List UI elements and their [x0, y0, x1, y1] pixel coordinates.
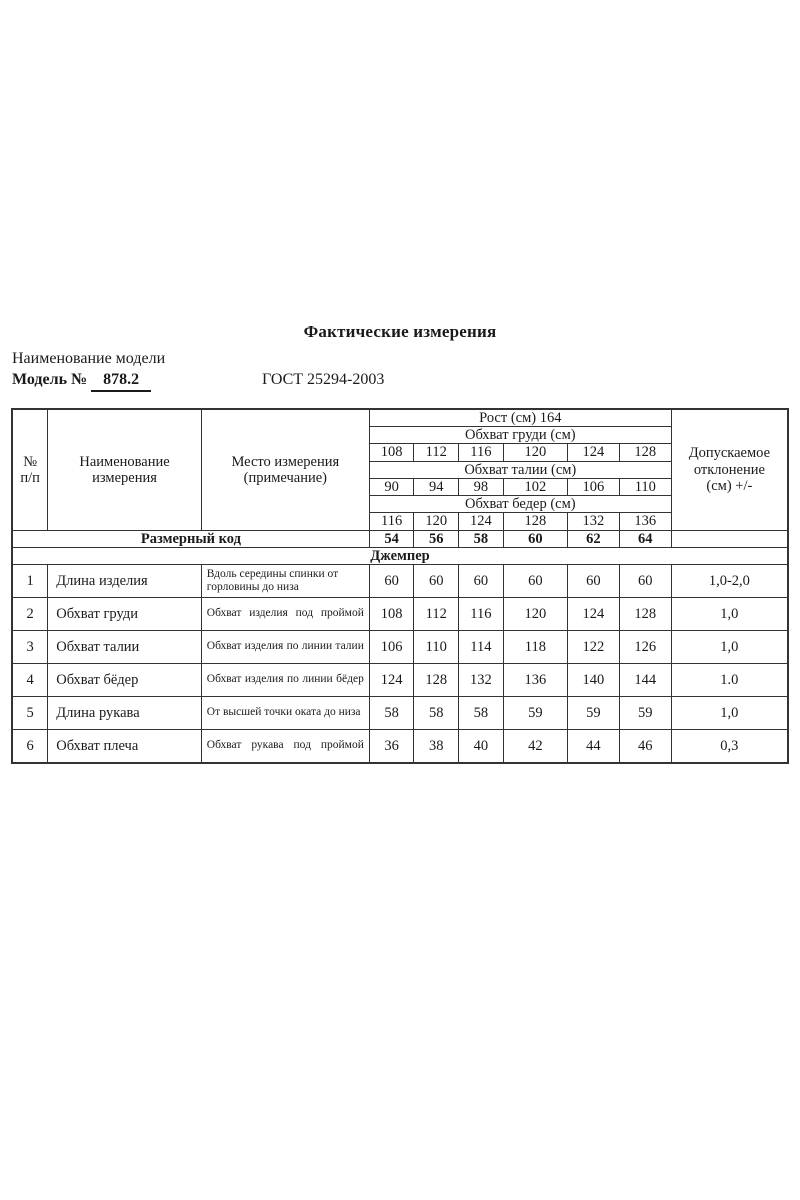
header-tolerance-line1: Допускаемое — [688, 445, 771, 462]
header-place-line1: Место измерения — [231, 453, 340, 470]
row-tolerance: 1.0 — [671, 664, 787, 697]
standard-reference: ГОСТ 25294-2003 — [262, 371, 385, 388]
row-value: 124 — [369, 664, 414, 697]
row-measurement-note: Обхват рукава под проймой — [201, 730, 369, 763]
model-number-line — [12, 371, 151, 392]
size-code-value: 62 — [568, 530, 620, 547]
header-name-line2: измерения — [92, 469, 157, 486]
row-value: 120 — [503, 598, 567, 631]
row-tolerance: 1,0 — [671, 631, 787, 664]
chest-value: 128 — [619, 444, 671, 461]
row-value: 144 — [619, 664, 671, 697]
size-code-value: 56 — [414, 530, 459, 547]
row-value: 140 — [568, 664, 620, 697]
chest-value: 124 — [568, 444, 620, 461]
row-value: 60 — [503, 565, 567, 598]
row-value: 38 — [414, 730, 459, 763]
hips-value: 128 — [503, 513, 567, 530]
size-code-value: 60 — [503, 530, 567, 547]
waist-value: 94 — [414, 478, 459, 495]
row-value: 58 — [369, 697, 414, 730]
header-tolerance-line2: отклонение — [693, 461, 765, 478]
row-number: 6 — [13, 730, 48, 763]
row-value: 114 — [459, 631, 504, 664]
table-row — [13, 631, 788, 664]
waist-value: 106 — [568, 478, 620, 495]
row-value: 118 — [503, 631, 567, 664]
row-measurement-note: Обхват изделия по линии талии — [201, 631, 369, 664]
hips-value: 124 — [459, 513, 504, 530]
header-hips-group: Обхват бедер (см) — [369, 496, 671, 513]
row-value: 60 — [568, 565, 620, 598]
page-title: Фактические измерения — [303, 322, 497, 341]
row-measurement-name: Обхват бёдер — [48, 664, 202, 697]
row-measurement-name: Длина изделия — [48, 565, 202, 598]
row-measurement-name: Обхват талии — [48, 631, 202, 664]
header-height-group: Рост (см) 164 — [369, 410, 671, 427]
table-row — [13, 598, 788, 631]
row-value: 128 — [619, 598, 671, 631]
size-code-value: 64 — [619, 530, 671, 547]
row-value: 136 — [503, 664, 567, 697]
row-number: 1 — [13, 565, 48, 598]
table-row — [13, 664, 788, 697]
row-number: 3 — [13, 631, 48, 664]
table-header-height-row — [13, 410, 788, 427]
measurements-table — [12, 409, 788, 763]
row-measurement-name: Обхват груди — [48, 598, 202, 631]
section-title-row — [13, 547, 788, 564]
row-value: 128 — [414, 664, 459, 697]
row-value: 60 — [414, 565, 459, 598]
waist-value: 102 — [503, 478, 567, 495]
size-code-row — [13, 530, 788, 547]
row-value: 44 — [568, 730, 620, 763]
row-value: 59 — [619, 697, 671, 730]
row-tolerance: 1,0 — [671, 697, 787, 730]
header-chest-group: Обхват груди (см) — [369, 427, 671, 444]
row-value: 106 — [369, 631, 414, 664]
header-tolerance-cell — [671, 410, 787, 531]
row-measurement-note: Обхват изделия под проймой — [201, 598, 369, 631]
row-measurement-name: Длина рукава — [48, 697, 202, 730]
model-number-value: 878.2 — [91, 371, 151, 392]
chest-value: 120 — [503, 444, 567, 461]
row-value: 132 — [459, 664, 504, 697]
row-value: 42 — [503, 730, 567, 763]
header-number-line1: № — [23, 453, 38, 470]
waist-value: 110 — [619, 478, 671, 495]
header-waist-group: Обхват талии (см) — [369, 461, 671, 478]
row-value: 59 — [568, 697, 620, 730]
table-row — [13, 730, 788, 763]
header-place-line2: (примечание) — [243, 469, 328, 486]
waist-value: 98 — [459, 478, 504, 495]
header-tolerance-line3: (см) +/- — [706, 477, 753, 494]
row-tolerance: 1,0 — [671, 598, 787, 631]
waist-value: 90 — [369, 478, 414, 495]
row-number: 4 — [13, 664, 48, 697]
row-value: 60 — [459, 565, 504, 598]
header-number-cell — [13, 410, 48, 531]
row-value: 108 — [369, 598, 414, 631]
hips-value: 132 — [568, 513, 620, 530]
header-number-line2: п/п — [20, 469, 40, 486]
chest-value: 116 — [459, 444, 504, 461]
header-name-cell — [48, 410, 202, 531]
section-title: Джемпер — [13, 547, 788, 564]
hips-value: 120 — [414, 513, 459, 530]
chest-value: 108 — [369, 444, 414, 461]
row-value: 58 — [414, 697, 459, 730]
row-number: 5 — [13, 697, 48, 730]
row-value: 122 — [568, 631, 620, 664]
row-value: 60 — [619, 565, 671, 598]
size-code-value: 54 — [369, 530, 414, 547]
size-code-value: 58 — [459, 530, 504, 547]
row-value: 110 — [414, 631, 459, 664]
row-value: 36 — [369, 730, 414, 763]
hips-value: 136 — [619, 513, 671, 530]
row-measurement-note: От высшей точки оката до низа — [201, 697, 369, 730]
row-number: 2 — [13, 598, 48, 631]
row-measurement-note: Вдоль середины спинки от горловины до низа — [201, 565, 369, 598]
size-code-tolerance-empty — [671, 530, 787, 547]
table-row — [13, 565, 788, 598]
row-value: 126 — [619, 631, 671, 664]
hips-value: 116 — [369, 513, 414, 530]
row-value: 116 — [459, 598, 504, 631]
row-value: 40 — [459, 730, 504, 763]
header-place-cell — [201, 410, 369, 531]
measurements-table-wrapper — [12, 409, 788, 763]
chest-value: 112 — [414, 444, 459, 461]
row-value: 124 — [568, 598, 620, 631]
row-tolerance: 1,0-2,0 — [671, 565, 787, 598]
row-value: 46 — [619, 730, 671, 763]
row-value: 112 — [414, 598, 459, 631]
row-value: 59 — [503, 697, 567, 730]
row-measurement-name: Обхват плеча — [48, 730, 202, 763]
row-value: 60 — [369, 565, 414, 598]
header-name-line1: Наименование — [79, 453, 170, 470]
row-tolerance: 0,3 — [671, 730, 787, 763]
model-name-label: Наименование модели — [12, 350, 166, 367]
table-row — [13, 697, 788, 730]
row-measurement-note: Обхват изделия по линии бёдер — [201, 664, 369, 697]
size-code-label: Размерный код — [13, 530, 370, 547]
model-number-label: Модель № — [12, 371, 88, 388]
row-value: 58 — [459, 697, 504, 730]
